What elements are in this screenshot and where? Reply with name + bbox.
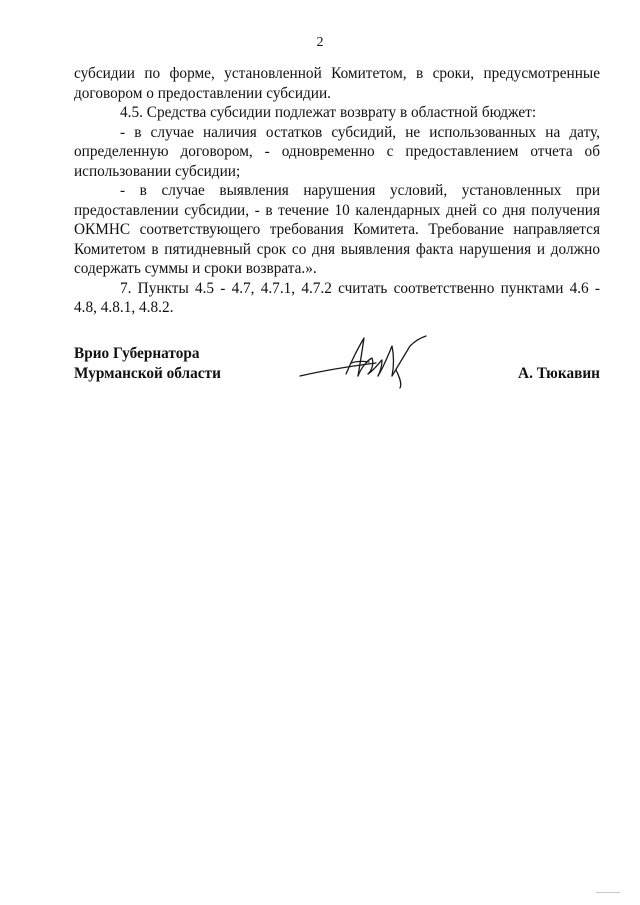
paragraph-case-violation: - в случае выявления нарушения условий, установленных при предоставлении субсидии, - в течение 10 календарных дней со дня получения ОКМНС соответствующего требования Комитета. Требование направляется Комитетом в пятидневный срок со дня выявления факта нарушения и должно содержать суммы и сроки возврата.». [74,182,600,277]
signatory-name: А. Тюкавин [518,365,600,382]
paragraph-continuation: субсидии по форме, установленной Комитетом, в сроки, предусмотренные договором о предоставлении субсидии. [74,65,600,102]
signatory-title-line1: Врио Губернатора [74,345,200,362]
scan-artifact-mark [596,892,620,893]
paragraph-case-remainder: - в случае наличия остатков субсидий, не использованных на дату, определенную договором, - одновременно с предоставлением отчета об использовании субсидии; [74,123,600,180]
signature-block [74,344,600,394]
page-number: 2 [316,35,324,50]
document-body [74,64,600,318]
signatory-title-line2: Мурманской области [74,365,221,382]
handwritten-signature [296,330,446,392]
paragraph-item-7: 7. Пункты 4.5 - 4.7, 4.7.1, 4.7.2 считать соответственно пунктами 4.6 - 4.8, 4.8.1, 4.8.2. [74,279,600,316]
signatory-title [74,344,221,384]
paragraph-clause-4-5: 4.5. Средства субсидии подлежат возврату в областной бюджет: [120,104,537,121]
